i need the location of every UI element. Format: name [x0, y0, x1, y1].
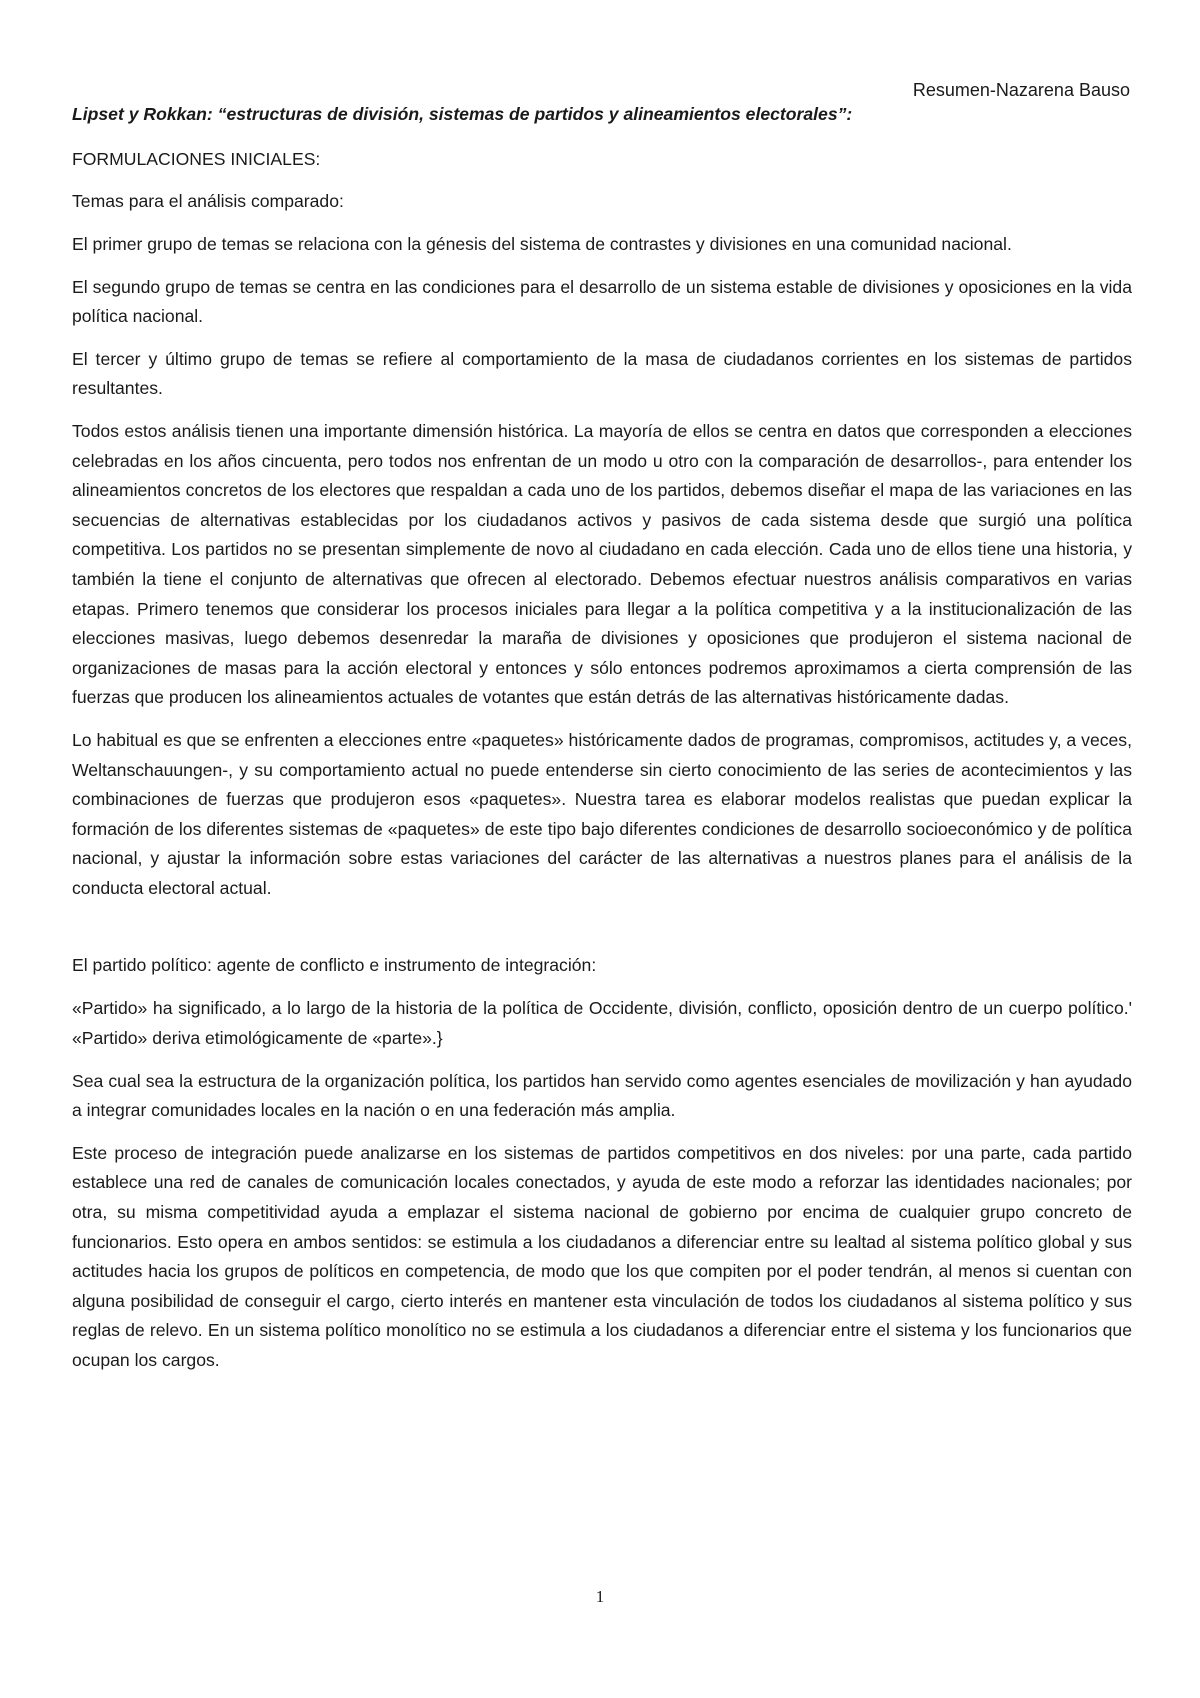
document-body [72, 102, 1132, 1389]
section-spacer [72, 916, 1132, 952]
document-title: Lipset y Rokkan: “estructuras de división, sistemas de partidos y alineamientos electorales”: [72, 104, 853, 124]
subheading-temas: Temas para el análisis comparado: [72, 191, 344, 211]
paragraph-primer-grupo: El primer grupo de temas se relaciona con la génesis del sistema de contrastes y divisiones en una comunidad nacional. [72, 234, 1012, 254]
section-heading-partido-politico: El partido político: agente de conflicto e instrumento de integración: [72, 955, 597, 976]
paragraph-tercer-grupo: El tercer y último grupo de temas se refiere al comportamiento de la masa de ciudadanos corrientes en los sistemas de partidos resultantes. [72, 348, 1132, 399]
paragraph-segundo-grupo: El segundo grupo de temas se centra en las condiciones para el desarrollo de un sistema estable de divisiones y oposiciones en la vida política nacional. [72, 276, 1132, 327]
paragraph-proceso-integracion: Este proceso de integración puede analizarse en los sistemas de partidos competitivos en dos niveles: por una parte, cada partido establece una red de canales de comunicación locales conectados, y ayuda de este modo a reforzar las identidades nacionales; por otra, su misma competitividad ayuda a emplazar el sistema nacional de gobierno por encima de cualquier grupo concreto de funcionarios. Esto opera en ambos sentidos: se estimula a los ciudadanos a diferenciar entre su lealtad al sistema político global y sus actitudes hacia los grupos de políticos en competencia, de modo que los que compiten por el poder tendrán, al menos si cuentan con alguna posibilidad de conseguir el cargo, cierto interés en mantener esta vinculación de todos los ciudadanos al sistema político y sus reglas de relevo. En un sistema político monolítico no se estimula a los ciudadanos a diferenciar entre el sistema y los funcionarios que ocupan los cargos. [72, 1142, 1132, 1370]
page-number: 1 [595, 1587, 605, 1606]
paragraph-partido-definicion: «Partido» ha significado, a lo largo de la historia de la política de Occidente, división, conflicto, oposición dentro de un cuerpo político.' «Partido» deriva etimológicamente de «parte».} [72, 998, 1132, 1049]
paragraph-paquetes: Lo habitual es que se enfrenten a elecciones entre «paquetes» históricamente dados de programas, compromisos, actitudes y, a veces, Weltanschauungen-, y su comportamiento actual no puede entenderse sin cierto conocimiento de las series de acontecimientos y las combinaciones de fuerzas que produjeron esos «paquetes». Nuestra tarea es elaborar modelos realistas que puedan explicar la formación de los diferentes sistemas de «paquetes» de este tipo bajo diferentes condiciones de desarrollo socioeconómico y de política nacional, y ajustar la información sobre estas variaciones del carácter de las alternativas a nuestros planes para el análisis de la conducta electoral actual. [72, 729, 1132, 898]
header-author: Resumen-Nazarena Bauso [912, 80, 1130, 100]
paragraph-dimension-historica: Todos estos análisis tienen una importante dimensión histórica. La mayoría de ellos se centra en datos que corresponden a elecciones celebradas en los años cincuenta, pero todos nos enfrentan de un modo u otro con la comparación de desarrollos-, para entender los alineamientos concretos de los electores que respaldan a cada uno de los partidos, debemos diseñar el mapa de las variaciones en las secuencias de alternativas establecidas por los ciudadanos activos y pasivos de cada sistema desde que surgió una política competitiva. Los partidos no se presentan simplemente de novo al ciudadano en cada elección. Cada uno de ellos tiene una historia, y también la tiene el conjunto de alternativas que ofrecen al electorado. Debemos efectuar nuestros análisis comparativos en varias etapas. Primero tenemos que considerar los procesos iniciales para llegar a la política competitiva y a la institucionalización de las elecciones masivas, luego debemos desenredar la maraña de divisiones y oposiciones que produjeron el sistema nacional de organizaciones de masas para la acción electoral y entonces y sólo entonces podremos aproximamos a cierta comprensión de las fuerzas que producen los alineamientos actuales de votantes que están detrás de las alternativas históricamente dadas. [72, 420, 1132, 708]
section-heading-formulaciones: FORMULACIONES INICIALES: [72, 149, 321, 169]
paragraph-agentes-movilizacion: Sea cual sea la estructura de la organización política, los partidos han servido como agentes esenciales de movilización y han ayudado a integrar comunidades locales en la nación o en una federación más amplia. [72, 1070, 1132, 1121]
